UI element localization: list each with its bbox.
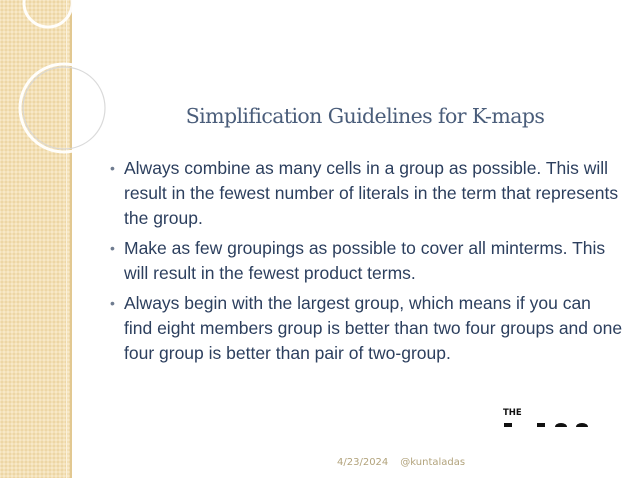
slide-title: Simplification Guidelines for K-maps [185, 104, 545, 128]
footer-author: @kuntaladas [400, 457, 466, 468]
bullet-list [108, 156, 623, 371]
slide-footer [337, 457, 465, 468]
bullet-item [108, 236, 623, 286]
watermark-logo [503, 407, 591, 427]
bullet-marker: • [110, 240, 115, 256]
footer-date: 4/23/2024 [337, 457, 389, 468]
watermark-glyphs-icon [503, 407, 591, 427]
bullet-text: Make as few groupings as possible to cover all minterms. This will result in the fewest product terms. [124, 238, 606, 283]
watermark-text: THE [503, 408, 522, 418]
bullet-text: Always combine as many cells in a group as possible. This will result in the fewest number of literals in the term that represents the group. [124, 158, 619, 228]
bullet-item [108, 291, 623, 366]
bullet-item [108, 156, 623, 231]
decorative-circles-icon [0, 0, 140, 180]
bullet-text: Always begin with the largest group, which means if you can find eight members group is better than two four groups and one four group is better than pair of two-group. [124, 293, 623, 363]
bullet-marker: • [110, 160, 115, 176]
bullet-marker: • [110, 295, 115, 311]
